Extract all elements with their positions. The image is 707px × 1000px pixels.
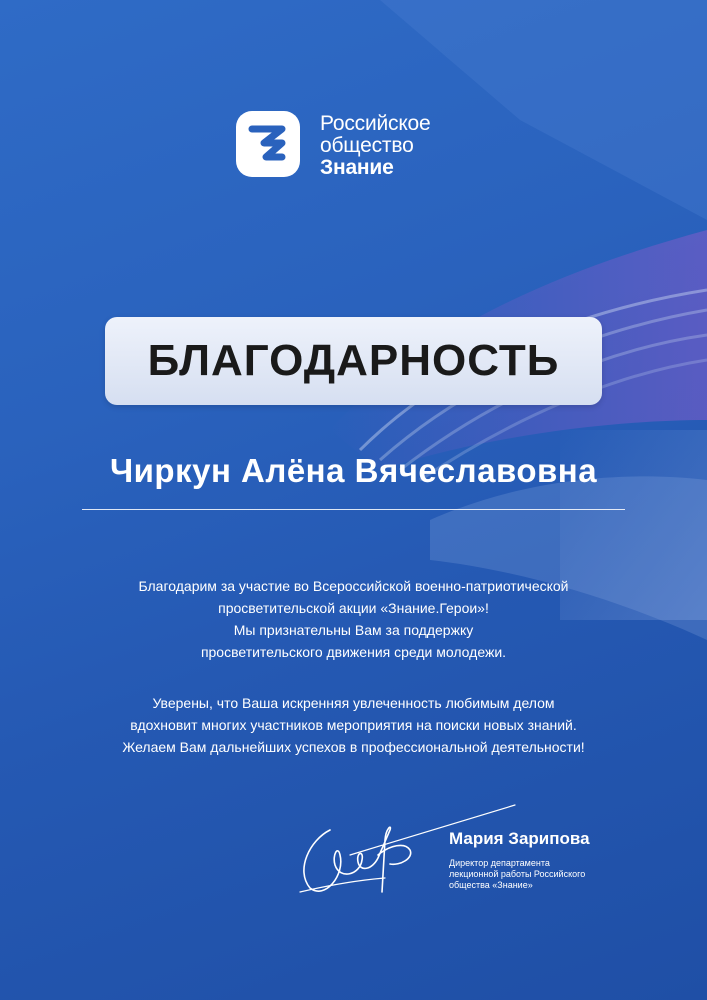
paragraph-line: просветительского движения среди молодежи. (200, 644, 507, 660)
gratitude-paragraph (60, 575, 647, 663)
paragraph-line: Благодарим за участие во Всероссийской военно-патриотической (138, 578, 569, 594)
logo-text-line3: Знание (320, 156, 394, 179)
title-banner (105, 317, 602, 405)
wishes-paragraph (60, 692, 647, 758)
signer-name: Мария Зарипова (449, 829, 590, 848)
divider (82, 509, 625, 510)
signer-role-line: Директор департамента (449, 858, 550, 868)
znanie-logo-icon (236, 111, 300, 177)
logo-text-line1: Российское (320, 112, 431, 135)
paragraph-line: вдохновит многих участников мероприятия на поиски новых знаний. (130, 717, 577, 733)
paragraph-line: Желаем Вам дальнейших успехов в профессиональной деятельности! (122, 739, 585, 755)
paragraph-line: Уверены, что Ваша искренняя увлеченность любимым делом (152, 695, 555, 711)
logo (236, 111, 476, 181)
recipient-name: Чиркун Алёна Вячеславовна (109, 452, 598, 489)
paragraph-line: просветительской акции «Знание.Герои»! (218, 600, 489, 616)
certificate-title: БЛАГОДАРНОСТЬ (147, 336, 560, 385)
signer-role-line: лекционной работы Российского (449, 869, 586, 879)
logo-text-line2: общество (320, 134, 414, 157)
signer-role (449, 858, 619, 891)
paragraph-line: Мы признательны Вам за поддержку (233, 622, 474, 638)
signer-role-line: общества «Знание» (449, 880, 533, 890)
